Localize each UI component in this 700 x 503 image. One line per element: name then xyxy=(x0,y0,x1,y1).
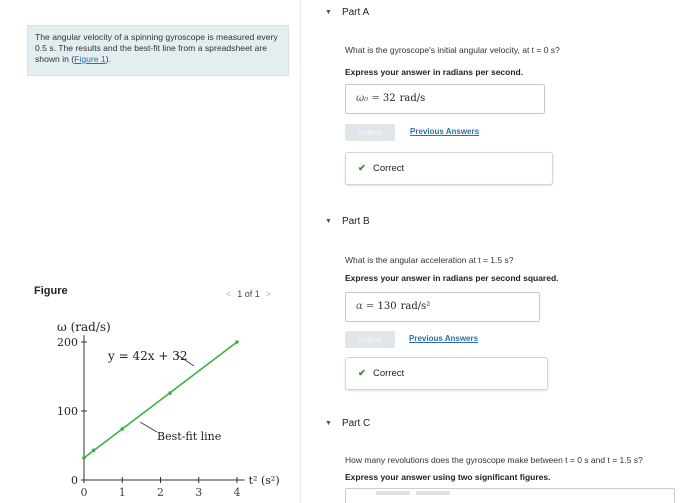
part-c-title: Part C xyxy=(341,418,371,429)
check-icon: ✔ xyxy=(358,163,366,174)
collapse-caret-icon: ▼ xyxy=(325,218,332,225)
prev-figure-icon[interactable]: < xyxy=(226,289,232,299)
panel-divider xyxy=(300,0,301,503)
part-c-question: How many revolutions does the gyroscope make between t = 0 s and t = 1.5 s? xyxy=(345,455,643,465)
x-tick-label: 3 xyxy=(195,486,203,499)
figure-pager xyxy=(220,289,277,299)
problem-intro xyxy=(27,25,289,76)
part-a-feedback xyxy=(345,152,553,185)
part-b-answer-unit: rad/s² xyxy=(400,301,431,312)
y-tick-label: 200 xyxy=(57,336,78,349)
x-tick-label: 4 xyxy=(233,486,241,499)
part-b-previous-answers-link[interactable]: Previous Answers xyxy=(409,334,479,343)
part-a-title: Part A xyxy=(341,7,370,18)
part-b-status: Correct xyxy=(372,368,405,379)
y-axis-label: ω (rad/s) xyxy=(57,320,111,334)
part-a-instruction: Express your answer in radians per second. xyxy=(345,67,524,77)
part-a-answer-unit: rad/s xyxy=(399,93,426,104)
y-tick-label: 0 xyxy=(71,474,78,487)
part-b-feedback xyxy=(345,357,548,390)
part-a-question: What is the gyroscope's initial angular velocity, at t = 0 s? xyxy=(345,45,560,55)
problem-panel xyxy=(0,0,300,503)
y-tick-label: 100 xyxy=(57,405,78,418)
toolbar-button[interactable] xyxy=(416,491,450,495)
data-point xyxy=(235,340,239,344)
intro-text: The angular velocity of a spinning gyroscope is measured every 0.5 s. The results and the best-fit line from a spreadsheet are shown in ( xyxy=(35,32,278,64)
x-tick-label: 1 xyxy=(118,486,126,499)
part-b-answer-label: α = xyxy=(356,301,375,312)
part-a-header[interactable] xyxy=(325,7,369,18)
part-b-header[interactable] xyxy=(325,216,370,227)
figure-link[interactable]: Figure 1 xyxy=(74,54,106,64)
data-point xyxy=(82,456,86,460)
figure-chart xyxy=(30,310,300,503)
collapse-caret-icon: ▼ xyxy=(325,420,332,427)
part-b-instruction: Express your answer in radians per second squared. xyxy=(345,273,559,283)
x-axis-label: t² (s²) xyxy=(248,474,280,487)
data-point xyxy=(120,427,124,431)
data-point xyxy=(168,391,172,395)
figure-pager-label: 1 of 1 xyxy=(237,289,260,299)
check-icon: ✔ xyxy=(358,368,366,379)
part-a-answer-field[interactable] xyxy=(345,84,545,114)
part-b-submit-button[interactable]: Submit xyxy=(345,331,395,348)
collapse-caret-icon: ▼ xyxy=(325,9,332,16)
fit-label-pointer xyxy=(140,422,157,432)
fit-equation: y = 42x + 32 xyxy=(108,349,188,363)
part-b-question: What is the angular acceleration at t = 1.5 s? xyxy=(345,255,514,265)
data-point xyxy=(92,449,96,453)
part-a-answer-value: 32 xyxy=(382,93,396,104)
part-a-previous-answers-link[interactable]: Previous Answers xyxy=(410,127,480,136)
part-a-answer-label: ω₀ = xyxy=(356,93,380,104)
x-tick-label: 0 xyxy=(80,486,88,499)
part-b-title: Part B xyxy=(341,216,370,227)
part-b-answer-field[interactable] xyxy=(345,292,540,322)
intro-text-end: ). xyxy=(105,54,111,64)
part-c-instruction: Express your answer using two significant figures. xyxy=(345,472,551,482)
x-tick-label: 2 xyxy=(157,486,164,499)
part-a-submit-button[interactable]: Submit xyxy=(345,124,395,141)
part-b-answer-value: 130 xyxy=(377,301,397,312)
part-c-header[interactable] xyxy=(325,418,370,429)
part-c-answer-toolbar[interactable] xyxy=(345,488,675,503)
fit-label: Best-fit line xyxy=(157,430,222,443)
next-figure-icon[interactable]: > xyxy=(265,289,272,299)
toolbar-button[interactable] xyxy=(376,491,410,495)
part-a-status: Correct xyxy=(372,163,405,174)
figure-title: Figure xyxy=(34,285,68,297)
